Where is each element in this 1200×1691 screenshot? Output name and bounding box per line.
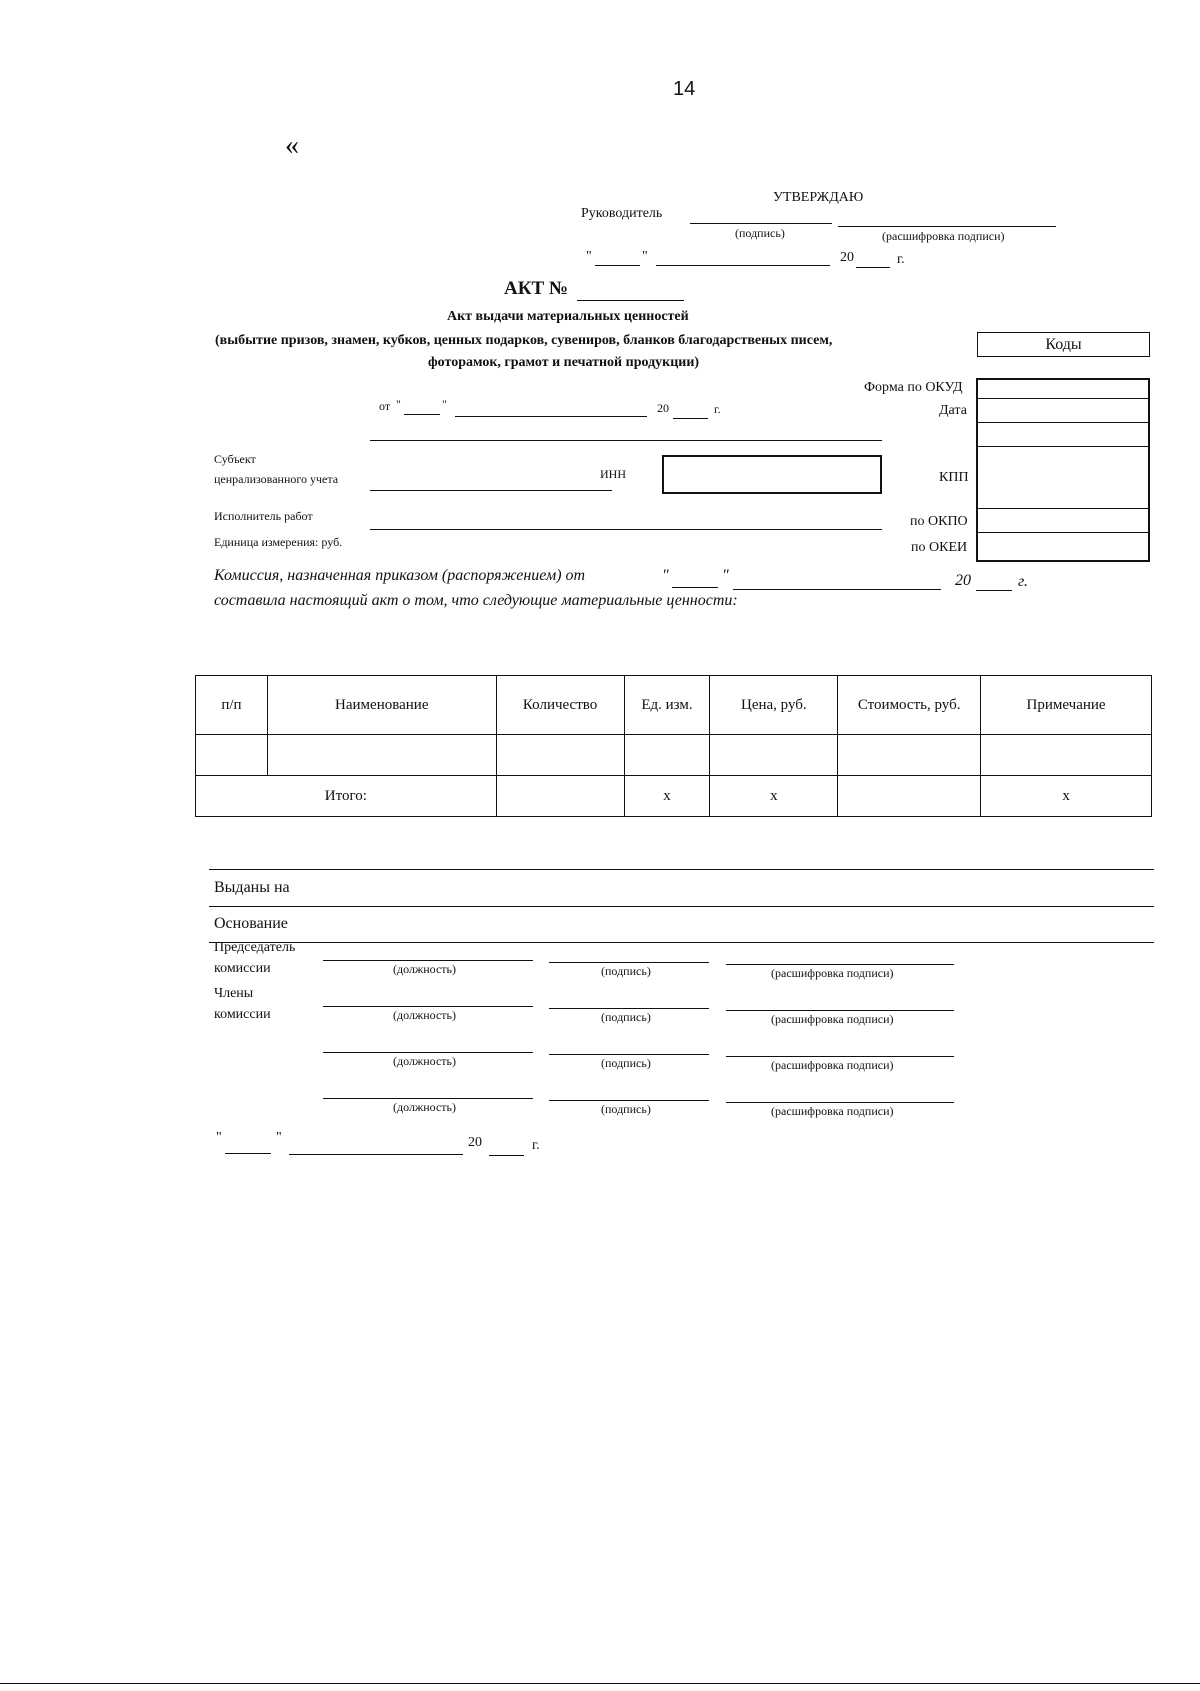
head-label: Руководитель <box>581 206 663 221</box>
chair-signature-caption: (подпись) <box>601 964 651 978</box>
kpp-label: КПП <box>939 470 969 485</box>
chair-position-caption: (должность) <box>393 962 456 976</box>
codes-row-okud[interactable] <box>976 398 1150 399</box>
from-label: от <box>379 399 391 413</box>
subject-label-line1: Субъект <box>214 452 256 466</box>
date-quote-close: " <box>442 397 447 411</box>
inn-label: ИНН <box>600 467 626 481</box>
footer-month-line[interactable] <box>289 1154 463 1155</box>
approval-year-prefix: 20 <box>840 250 854 265</box>
member1-signature-caption: (подпись) <box>601 1010 651 1024</box>
approval-month-line[interactable] <box>656 265 830 266</box>
member2-signature-line[interactable] <box>549 1054 709 1055</box>
footer-year-prefix: 20 <box>468 1135 482 1150</box>
codes-table <box>976 378 1150 562</box>
member2-position-caption: (должность) <box>393 1054 456 1068</box>
cell-name[interactable] <box>267 735 496 776</box>
date-quote-open: " <box>396 397 401 411</box>
col-header-unit: Ед. изм. <box>624 676 710 735</box>
okei-label: по ОКЕИ <box>911 540 968 555</box>
total-note-cell: x <box>981 776 1152 817</box>
commission-text-line1: Комиссия, назначенная приказом (распоряжением) от <box>214 567 586 584</box>
cell-cost[interactable] <box>838 735 981 776</box>
commission-quote-open: " <box>662 567 669 584</box>
col-header-number: п/п <box>196 676 268 735</box>
chair-label-line2: комиссии <box>214 961 271 976</box>
total-label: Итого: <box>196 776 497 817</box>
table-header-row <box>196 676 1152 735</box>
total-quantity-cell[interactable] <box>496 776 624 817</box>
member3-signature-line[interactable] <box>549 1100 709 1101</box>
cell-note[interactable] <box>981 735 1152 776</box>
col-header-name: Наименование <box>267 676 496 735</box>
issued-label: Выданы на <box>214 879 290 896</box>
head-decipher-line[interactable] <box>838 226 1056 227</box>
subject-label-line2: ценрализованного учета <box>214 472 339 486</box>
member1-signature-line[interactable] <box>549 1008 709 1009</box>
approval-day-line[interactable] <box>595 265 640 266</box>
head-signature-caption: (подпись) <box>735 226 785 240</box>
codes-header: Коды <box>1045 336 1082 353</box>
member1-position-caption: (должность) <box>393 1008 456 1022</box>
cell-quantity[interactable] <box>496 735 624 776</box>
member3-position-caption: (должность) <box>393 1100 456 1114</box>
codes-row-blank[interactable] <box>976 446 1150 447</box>
basis-line[interactable] <box>209 942 1154 943</box>
inn-box[interactable] <box>662 455 882 494</box>
total-cost-cell[interactable] <box>838 776 981 817</box>
codes-row-okpo[interactable] <box>976 532 1150 533</box>
approval-year-line[interactable] <box>856 267 890 268</box>
chair-label-line1: Председатель <box>214 940 296 955</box>
bottom-border-line <box>0 1683 1200 1684</box>
chair-signature-line[interactable] <box>549 962 709 963</box>
members-label-line2: комиссии <box>214 1007 271 1022</box>
total-price-cell: x <box>710 776 838 817</box>
act-number-line[interactable] <box>577 300 684 301</box>
date-day-line[interactable] <box>404 414 440 415</box>
member3-signature-caption: (подпись) <box>601 1102 651 1116</box>
unit-label: Единица измерения: руб. <box>214 535 343 549</box>
commission-month-line[interactable] <box>733 589 941 590</box>
chair-decipher-line[interactable] <box>726 964 954 965</box>
executor-label: Исполнитель работ <box>214 509 313 523</box>
col-header-note: Примечание <box>981 676 1152 735</box>
date-label: Дата <box>939 403 967 418</box>
cell-price[interactable] <box>710 735 838 776</box>
commission-day-line[interactable] <box>672 587 718 588</box>
chair-decipher-caption: (расшифровка подписи) <box>771 966 894 980</box>
commission-quote-close: " <box>722 567 729 584</box>
page-number: 14 <box>673 78 696 100</box>
footer-quote-open: " <box>216 1130 222 1145</box>
member1-position-line[interactable] <box>323 1006 533 1007</box>
footer-quote-close: " <box>276 1130 282 1145</box>
act-subtitle: Акт выдачи материальных ценностей <box>447 309 689 324</box>
footer-year-line[interactable] <box>489 1155 524 1156</box>
act-label: АКТ № <box>504 278 569 299</box>
commission-year-line[interactable] <box>976 590 1012 591</box>
organization-line[interactable] <box>370 440 882 441</box>
items-table <box>195 675 1152 817</box>
cell-number[interactable] <box>196 735 268 776</box>
member3-position-line[interactable] <box>323 1098 533 1099</box>
head-signature-line[interactable] <box>690 223 832 224</box>
col-header-quantity: Количество <box>496 676 624 735</box>
footer-day-line[interactable] <box>225 1153 271 1154</box>
date-year-suffix: г. <box>714 402 721 416</box>
corner-mark: « <box>285 130 299 161</box>
executor-line[interactable] <box>370 529 882 530</box>
member2-position-line[interactable] <box>323 1052 533 1053</box>
date-month-line[interactable] <box>455 416 647 417</box>
total-unit-cell: x <box>624 776 710 817</box>
okpo-label: по ОКПО <box>910 514 968 529</box>
chair-position-line[interactable] <box>323 960 533 961</box>
act-description-line2: фоторамок, грамот и печатной продукции) <box>428 355 700 370</box>
table-total-row <box>196 776 1152 817</box>
approval-heading: УТВЕРЖДАЮ <box>773 190 864 205</box>
act-description-line1: (выбытие призов, знамен, кубков, ценных подарков, сувениров, бланков благодарственых писем, <box>215 333 833 348</box>
member2-decipher-caption: (расшифровка подписи) <box>771 1058 894 1072</box>
footer-year-suffix: г. <box>532 1138 540 1153</box>
member1-decipher-line[interactable] <box>726 1010 954 1011</box>
quote-close: " <box>642 249 648 264</box>
cell-unit[interactable] <box>624 735 710 776</box>
codes-header-box <box>977 332 1150 357</box>
subject-line[interactable] <box>370 490 612 491</box>
date-year-prefix: 20 <box>657 401 669 415</box>
table-row <box>196 735 1152 776</box>
col-header-price: Цена, руб. <box>710 676 838 735</box>
member3-decipher-caption: (расшифровка подписи) <box>771 1104 894 1118</box>
issued-line[interactable] <box>209 906 1154 907</box>
commission-year-suffix: г. <box>1018 573 1029 590</box>
member2-signature-caption: (подпись) <box>601 1056 651 1070</box>
member2-decipher-line[interactable] <box>726 1056 954 1057</box>
head-decipher-caption: (расшифровка подписи) <box>882 229 1005 243</box>
commission-text-line2: составила настоящий акт о том, что следующие материальные ценности: <box>214 592 738 609</box>
codes-row-kpp[interactable] <box>976 508 1150 509</box>
basis-label: Основание <box>214 915 288 932</box>
members-label-line1: Члены <box>214 986 254 1001</box>
member1-decipher-caption: (расшифровка подписи) <box>771 1012 894 1026</box>
quote-open: " <box>586 249 592 264</box>
okud-label: Форма по ОКУД <box>864 380 963 395</box>
col-header-cost: Стоимость, руб. <box>838 676 981 735</box>
date-year-line[interactable] <box>673 418 708 419</box>
member3-decipher-line[interactable] <box>726 1102 954 1103</box>
approval-year-suffix: г. <box>897 252 905 267</box>
codes-row-date[interactable] <box>976 422 1150 423</box>
separator-line <box>209 869 1154 870</box>
commission-year-prefix: 20 <box>955 572 971 589</box>
